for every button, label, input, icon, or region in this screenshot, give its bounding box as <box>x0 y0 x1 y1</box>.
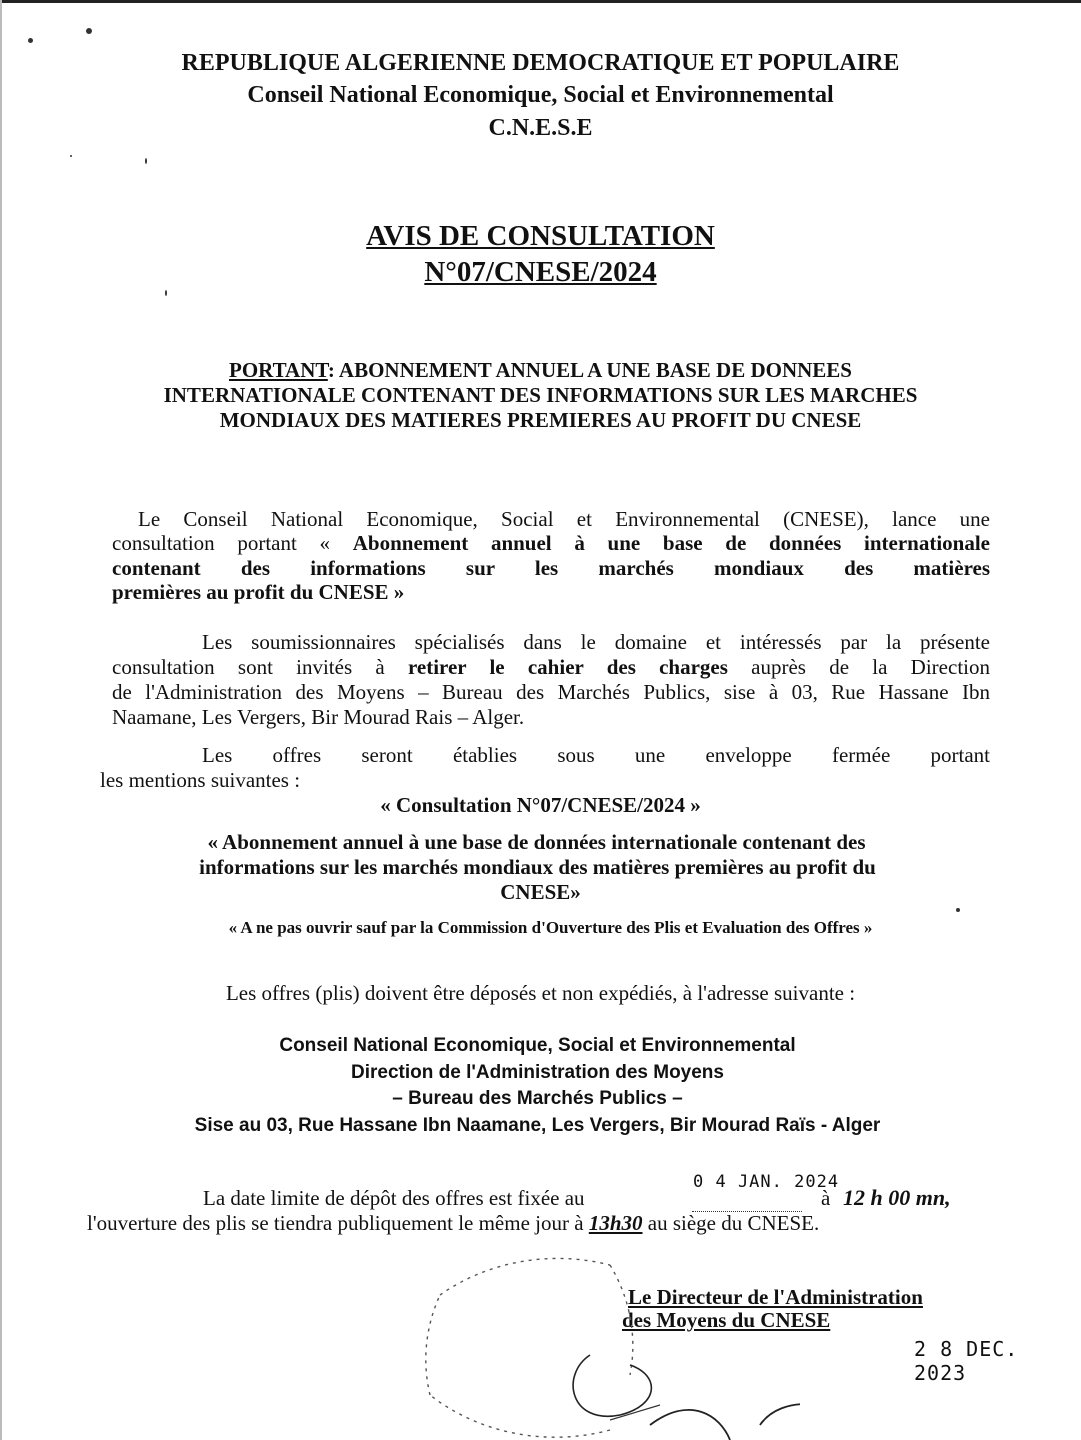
deposit-address-1: Conseil National Economique, Social et Environnemental <box>279 1035 796 1056</box>
scan-speck <box>165 290 167 296</box>
header-acronym: C.N.E.S.E <box>488 115 593 141</box>
subject-text-1: : ABONNEMENT ANNUEL A UNE BASE DE DONNEES <box>327 358 852 382</box>
header-republic: REPUBLIQUE ALGERIENNE DEMOCRATIQUE ET POPULAIRE <box>181 50 900 76</box>
deposit-address-4: Sise au 03, Rue Hassane Ibn Naamane, Les Vergers, Bir Mourad Raïs - Alger <box>194 1115 881 1136</box>
envelope-mention-3: CNESE» <box>500 880 581 904</box>
deposit-intro: Les offres (plis) doivent être déposés et non expédiés, à l'adresse suivante : <box>225 981 856 1005</box>
page-left-border <box>0 0 2 1440</box>
signature-title-1: Le Directeur de l'Administration <box>628 1285 923 1309</box>
deadline-line-2 <box>87 1211 819 1236</box>
retrieval-bold: retirer le cahier des charges <box>407 655 728 679</box>
envelope-line-2: les mentions suivantes : <box>100 768 301 792</box>
deadline-at: à <box>821 1186 831 1210</box>
intro-line-2 <box>112 531 990 556</box>
header-council: Conseil National Economique, Social et Environnemental <box>247 82 834 108</box>
scan-speck <box>145 158 147 164</box>
intro-text: consultation portant « <box>112 531 353 555</box>
deadline-date-stamp: 0 4 JAN. 2024 <box>693 1172 840 1192</box>
subject-line-3: MONDIAUX DES MATIERES PREMIERES AU PROFIT DU CNESE <box>219 408 862 432</box>
retrieval-line-4: Naamane, Les Vergers, Bir Mourad Rais – Alger. <box>112 705 525 729</box>
retrieval-text-b: auprès de la Direction <box>727 655 990 679</box>
opening-text: l'ouverture des plis se tiendra publiquement le même jour à <box>87 1211 584 1235</box>
notice-title: AVIS DE CONSULTATION <box>366 220 715 252</box>
intro-line-1: Le Conseil National Economique, Social et Environnemental (CNESE), lance une <box>138 507 990 531</box>
subject-line-1 <box>0 358 1081 383</box>
page-top-border <box>0 0 1081 3</box>
envelope-warning: « A ne pas ouvrir sauf par la Commission d'Ouverture des Plis et Evaluation des Offres » <box>228 918 873 937</box>
signature-title-2: des Moyens du CNESE <box>622 1308 831 1332</box>
deadline-line-1: La date limite de dépôt des offres est fixée au <box>203 1186 585 1210</box>
scan-speck <box>956 908 960 912</box>
envelope-mention-2: informations sur les marchés mondiaux des matières premières au profit du <box>199 855 876 879</box>
signature-date-stamp: 2 8 DEC. 2023 <box>914 1337 1019 1385</box>
envelope-mention-1: « Abonnement annuel à une base de données internationale contenant des <box>207 830 866 854</box>
retrieval-line-3: de l'Administration des Moyens – Bureau des Marchés Publics, sise à 03, Rue Hassane Ibn <box>112 680 990 704</box>
envelope-consultation-ref: « Consultation N°07/CNESE/2024 » <box>380 793 701 817</box>
intro-bold-1: Abonnement annuel à une base de données internationale <box>352 531 990 555</box>
intro-line-4: premières au profit du CNESE » <box>112 580 405 604</box>
intro-line-3: contenant des informations sur les marchés mondiaux des matières <box>112 556 990 580</box>
notice-number: N°07/CNESE/2024 <box>424 256 657 288</box>
subject-label: PORTANT <box>229 358 328 382</box>
scan-speck <box>86 28 92 34</box>
deposit-address-3: – Bureau des Marchés Publics – <box>392 1088 683 1109</box>
scan-speck <box>70 155 72 157</box>
retrieval-line-1: Les soumissionnaires spécialisés dans le domaine et intéressés par la présente <box>202 630 990 654</box>
retrieval-text-a: consultation sont invités à <box>112 655 408 679</box>
opening-time: 13h30 <box>588 1211 643 1235</box>
deposit-address-2: Direction de l'Administration des Moyens <box>351 1062 724 1083</box>
subject-line-2: INTERNATIONALE CONTENANT DES INFORMATIONS SUR LES MARCHES <box>163 383 918 407</box>
opening-location: au siège du CNESE. <box>647 1211 820 1235</box>
deadline-time: 12 h 00 mn, <box>843 1185 951 1210</box>
retrieval-line-2 <box>112 655 990 680</box>
envelope-line-1: Les offres seront établies sous une enveloppe fermée portant <box>202 743 990 767</box>
official-seal-icon <box>400 1255 800 1440</box>
scan-speck <box>28 38 33 43</box>
